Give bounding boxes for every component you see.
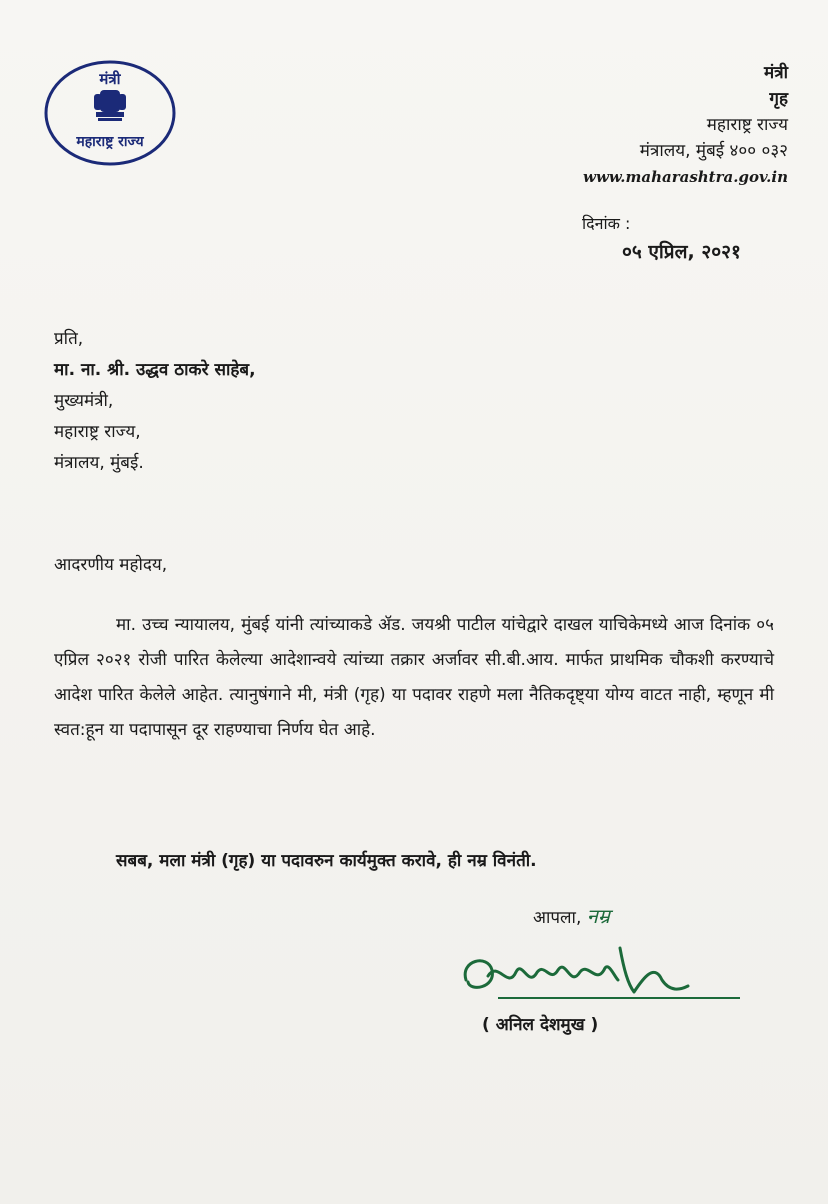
recipient-designation: मुख्यमंत्री, (54, 391, 114, 411)
recipient-state: महाराष्ट्र राज्य, (54, 422, 141, 442)
seal-top-text: मंत्री (99, 70, 121, 88)
body-paragraph-1: मा. उच्च न्यायालय, मुंबई यांनी त्यांच्याकडे ॲड. जयश्री पाटील यांचेद्वारे दाखल याचिकेमध्ये आज दिनांक ०५ एप्रिल २०२१ रोजी पारित केलेल्या आदेशान्वये त्यांच्या तक्रार अर्जावर सी.बी.आय. मार्फत प्राथमिक चौकशी करण्याचे आदेश पारित केलेले आहेत. त्यानुषंगाने मी, मंत्री (गृह) या पदावर राहणे मला नैतिकदृष्ट्या योग्य वाटत नाही, म्हणून मी स्वत:हून या पदापासून दूर राहण्याचा निर्णय घेत आहे. (54, 615, 774, 740)
letterhead (583, 60, 788, 190)
recipient-location: मंत्रालय, मुंबई. (54, 453, 144, 473)
date-label: दिनांक : (582, 214, 631, 233)
signer-name: ( अनिल देशमुख ) (482, 1015, 599, 1035)
header-designation: मंत्री (764, 63, 788, 83)
recipient-address (54, 324, 256, 479)
handwritten-namra: नम्र (586, 904, 610, 928)
salutation: आदरणीय महोदय, (54, 555, 168, 575)
seal-bottom-text: महाराष्ट्र राज्य (76, 134, 144, 150)
body-paragraph-2: सबब, मला मंत्री (गृह) या पदावरुन कार्यमुक्त करावे, ही नम्र विनंती. (116, 851, 537, 871)
handwritten-signature (458, 940, 748, 1010)
maharashtra-seal-emblem (42, 58, 178, 168)
recipient-prefix: प्रति, (54, 329, 84, 349)
header-address: मंत्रालय, मुंबई ४०० ०३२ (639, 141, 788, 161)
ashoka-emblem-icon (94, 90, 126, 121)
closing-text: आपला, नम्र (533, 904, 610, 928)
date-value: ०५ एप्रिल, २०२१ (622, 241, 741, 263)
recipient-name: मा. ना. श्री. उद्धव ठाकरे साहेब, (54, 360, 256, 380)
header-state: महाराष्ट्र राज्य (706, 115, 788, 135)
header-website: www.maharashtra.gov.in (583, 168, 788, 186)
header-department: गृह (769, 89, 788, 109)
